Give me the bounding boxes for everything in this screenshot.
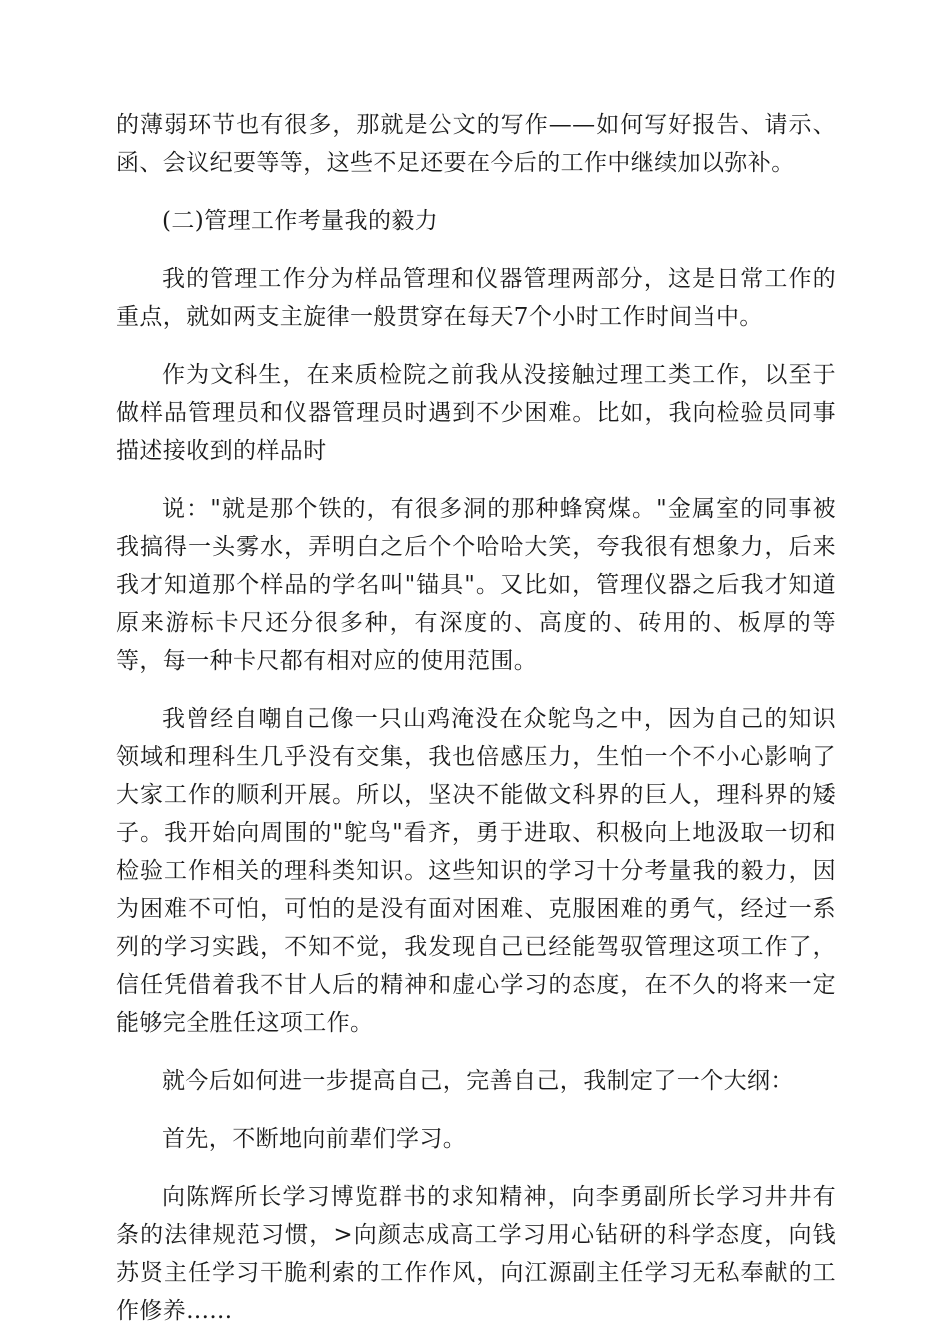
paragraph-first-point: 首先，不断地向前辈们学习。 (162, 1126, 467, 1152)
paragraph-outline-intro: 就今后如何进一步提高自己，完善自己，我制定了一个大纲： (162, 1068, 794, 1094)
document-page (116, 106, 836, 1330)
paragraph-management-work: 我的管理工作分为样品管理和仪器管理两部分，这是日常工作的重点，就如两支主旋律一般贯穿在每天7个小时工作时间当中。 (116, 266, 836, 330)
paragraph-weak-points: 的薄弱环节也有很多，那就是公文的写作——如何写好报告、请示、函、会议纪要等等，这些不足还要在今后的工作中继续加以弥补。 (116, 112, 836, 176)
section-heading-management: (二)管理工作考量我的毅力 (162, 208, 439, 234)
paragraph-liberal-arts: 作为文科生，在来质检院之前我从没接触过理工类工作，以至于做样品管理员和仪器管理员时遇到不少困难。比如，我向检验员同事描述接收到的样品时 (116, 362, 836, 464)
paragraph-honeycomb-story: 说："就是那个铁的，有很多洞的那种蜂窝煤。"金属室的同事被我搞得一头雾水，弄明白之后个个哈哈大笑，夸我很有想象力，后来我才知道那个样品的学名叫"锚具"。又比如，管理仪器之后我才知道原来游标卡尺还分很多种，有深度的、高度的、砖用的、板厚的等等，每一种卡尺都有相对应的使用范围。 (116, 496, 836, 674)
paragraph-learn-from-seniors: 向陈辉所长学习博览群书的求知精神，向李勇副所长学习井井有条的法律规范习惯，>向颜志成高工学习用心钻研的科学态度，向钱苏贤主任学习干脆利索的工作作风，向江源副主任学习无私奉献的工作修养...... (116, 1184, 836, 1324)
paragraph-ostrich-metaphor: 我曾经自嘲自己像一只山鸡淹没在众鸵鸟之中，因为自己的知识领域和理科生几乎没有交集，我也倍感压力，生怕一个不小心影响了大家工作的顺利开展。所以，坚决不能做文科界的巨人，理科界的矮子。我开始向周围的"鸵鸟"看齐，勇于进取、积极向上地汲取一切和检验工作相关的理科类知识。这些知识的学习十分考量我的毅力，因为困难不可怕，可怕的是没有面对困难、克服困难的勇气，经过一系列的学习实践，不知不觉，我发现自己已经能驾驭管理这项工作了，信任凭借着我不甘人后的精神和虚心学习的态度，在不久的将来一定能够完全胜任这项工作。 (116, 706, 836, 1036)
